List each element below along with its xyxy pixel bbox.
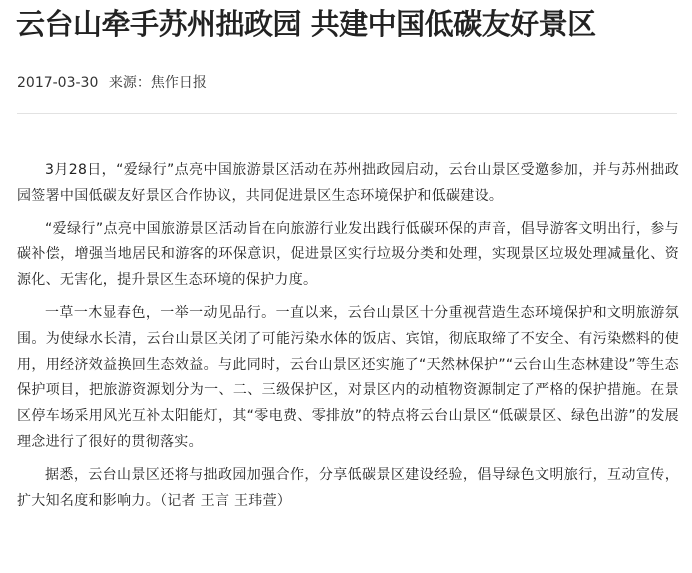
publish-date: 2017-03-30 bbox=[17, 75, 99, 91]
article-body bbox=[17, 158, 679, 521]
source-label: 来源： bbox=[108, 75, 151, 91]
paragraph-1: 3月28日，“爱绿行”点亮中国旅游景区活动在苏州拙政园启动，云台山景区受邀参加，并与苏州拙政园签署中国低碳友好景区合作协议，共同促进景区生态环境保护和低碳建设。 bbox=[17, 162, 679, 204]
paragraph-3: 一草一木显春色，一举一动见品行。一直以来，云台山景区十分重视营造生态环境保护和文明旅游氛围。为使绿水长清，云台山景区关闭了可能污染水体的饭店、宾馆，彻底取缔了不安全、有污染燃料的使用，用经济效益换回生态效益。与此同时，云台山景区还实施了“天然林保护”“云台山生态林建设”等生态保护项目，把旅游资源划分为一、二、三级保护区，对景区内的动植物资源制定了严格的保护措施。在景区停车场采用风光互补太阳能灯，其“零电费、零排放”的特点将云台山景区“低碳景区、绿色出游”的发展理念进行了很好的贯彻落实。 bbox=[17, 304, 679, 450]
article-title: 云台山牵手苏州拙政园 共建中国低碳友好景区 bbox=[16, 7, 596, 41]
source-name: 焦作日报 bbox=[150, 75, 207, 91]
paragraph-2: “爱绿行”点亮中国旅游景区活动旨在向旅游行业发出践行低碳环保的声音，倡导游客文明出行，参与碳补偿，增强当地居民和游客的环保意识，促进景区实行垃圾分类和处理，实现景区垃圾处理减量化、资源化、无害化，提升景区生态环境的保护力度。 bbox=[17, 220, 679, 289]
article-meta bbox=[17, 73, 207, 93]
header-divider bbox=[17, 113, 677, 114]
paragraph-4: 据悉，云台山景区还将与拙政园加强合作，分享低碳景区建设经验，倡导绿色文明旅行，互动宣传，扩大知名度和影响力。（记者 王言 王玮萱） bbox=[17, 466, 679, 509]
